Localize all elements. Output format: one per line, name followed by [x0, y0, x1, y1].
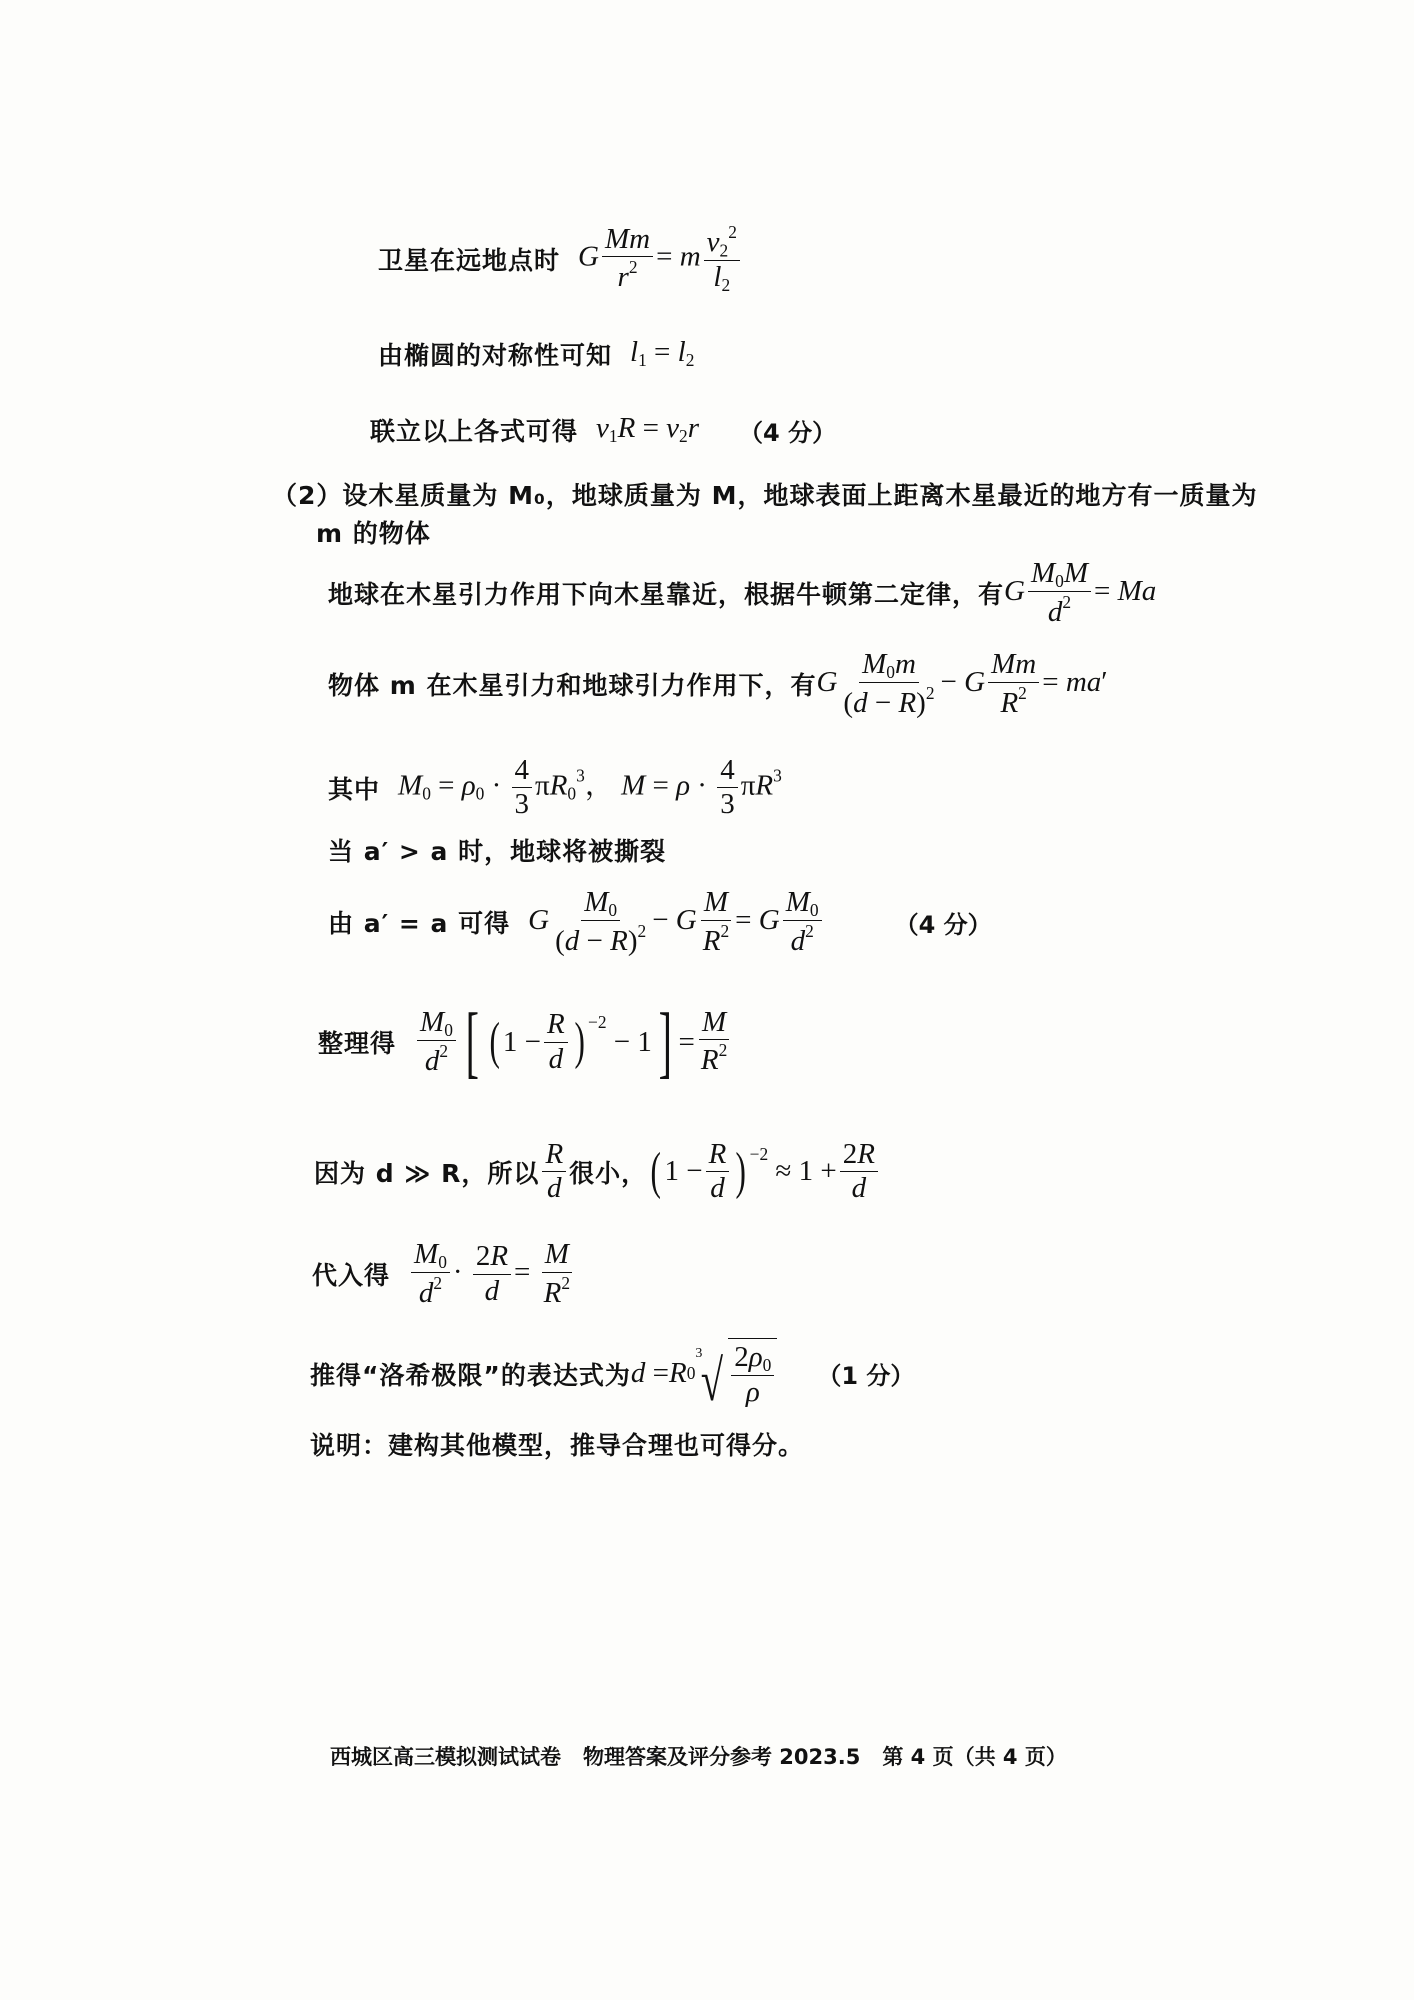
eq-roche	[310, 1338, 915, 1413]
footer-subject: 物理答案及评分参考 2023.5	[583, 1745, 861, 1769]
footer-title: 西城区高三模拟测试试卷	[330, 1745, 561, 1769]
eq-object	[328, 648, 1108, 721]
eq-apogee	[378, 222, 743, 296]
formula-ratio: $\frac{R}{d}$	[539, 1138, 569, 1206]
eq-newton	[328, 557, 1156, 630]
eq-rearranged	[318, 998, 733, 1086]
formula-newton: G $\frac{M_0M}{d^2}$ = Ma	[1004, 557, 1157, 629]
formula-rearranged: $\frac{M_0}{d^2}$ [ ( 1 − $\frac{R}{d}$ ) $^{-2}$ − 1 ] = $\frac{M}{R^2}$	[414, 1002, 733, 1082]
eq-equal	[328, 886, 992, 959]
note: 说明：建构其他模型，推导合理也可得分。	[310, 1431, 805, 1460]
eq-combine	[370, 412, 836, 448]
formula-substitute: $\frac{M_0}{d^2}$ · $\frac{2R}{d}$ = $\frac{M}{R^2}$	[408, 1238, 576, 1311]
eq-masses	[328, 754, 782, 822]
text-where: 其中	[328, 774, 381, 804]
text-combine: 联立以上各式可得	[370, 417, 579, 446]
text-newton: 地球在木星引力作用下向木星靠近，根据牛顿第二定律，有	[328, 580, 1005, 610]
formula-masses: $M_0 = \rho_0$ · $\frac{4}{3}$ $\pi R_0^3$， M = ρ · $\frac{4}{3}$ $\pi R^3$	[398, 754, 782, 821]
formula-apogee: G $\frac{Mm}{r^2}$ = m $\frac{v_2^2}{l_2}$	[578, 222, 743, 296]
formula-equal: G $\frac{M_0}{(d - R)^2}$ − G $\frac{M}{R^2}$ = G $\frac{M_0}{d^2}$	[528, 886, 825, 959]
text-small: 很小，	[569, 1158, 648, 1188]
eq-symmetry	[378, 336, 694, 372]
part2-line1: （2）设木星质量为 M₀，地球质量为 M，地球表面上距离木星最近的地方有一质量为	[272, 481, 1258, 510]
page-footer	[330, 1741, 1067, 1771]
score-4a: （4 分）	[739, 418, 837, 447]
part2-line2: m 的物体	[316, 519, 431, 548]
text-symmetry: 由椭圆的对称性可知	[378, 341, 613, 370]
formula-approx: ( 1 − $\frac{R}{d}$ ) $^{-2}$ ≈ 1 + $\frac{2R}{d}$	[647, 1138, 881, 1206]
text-apogee: 卫星在远地点时	[378, 245, 561, 275]
eq-substitute	[312, 1238, 576, 1311]
formula-symmetry: $l_1 = l_2$	[630, 336, 695, 371]
text-substitute: 代入得	[312, 1261, 391, 1291]
formula-combine: $v_1R = v_2r$	[596, 412, 700, 447]
formula-object: G $\frac{M_0m}{(d - R)^2}$ − G $\frac{Mm}{R^2}$ = ma′	[816, 648, 1108, 720]
text-equal: 由 a′ = a 可得	[328, 909, 511, 939]
text-object: 物体 m 在木星引力和地球引力作用下，有	[328, 671, 817, 701]
formula-roche: d = R 0 3 √ $\frac{2\rho_0}{\rho}$	[631, 1338, 778, 1410]
score-1: （1 分）	[817, 1362, 915, 1391]
score-4b: （4 分）	[894, 910, 992, 939]
eq-approx	[314, 1138, 881, 1206]
footer-page: 第 4 页（共 4 页）	[882, 1745, 1067, 1769]
text-rearranged: 整理得	[318, 1029, 397, 1058]
text-because: 因为 d ≫ R，所以	[314, 1158, 540, 1188]
text-roche: 推得“洛希极限”的表达式为	[310, 1360, 631, 1390]
text-tear: 当 a′ > a 时，地球将被撕裂	[328, 837, 667, 866]
